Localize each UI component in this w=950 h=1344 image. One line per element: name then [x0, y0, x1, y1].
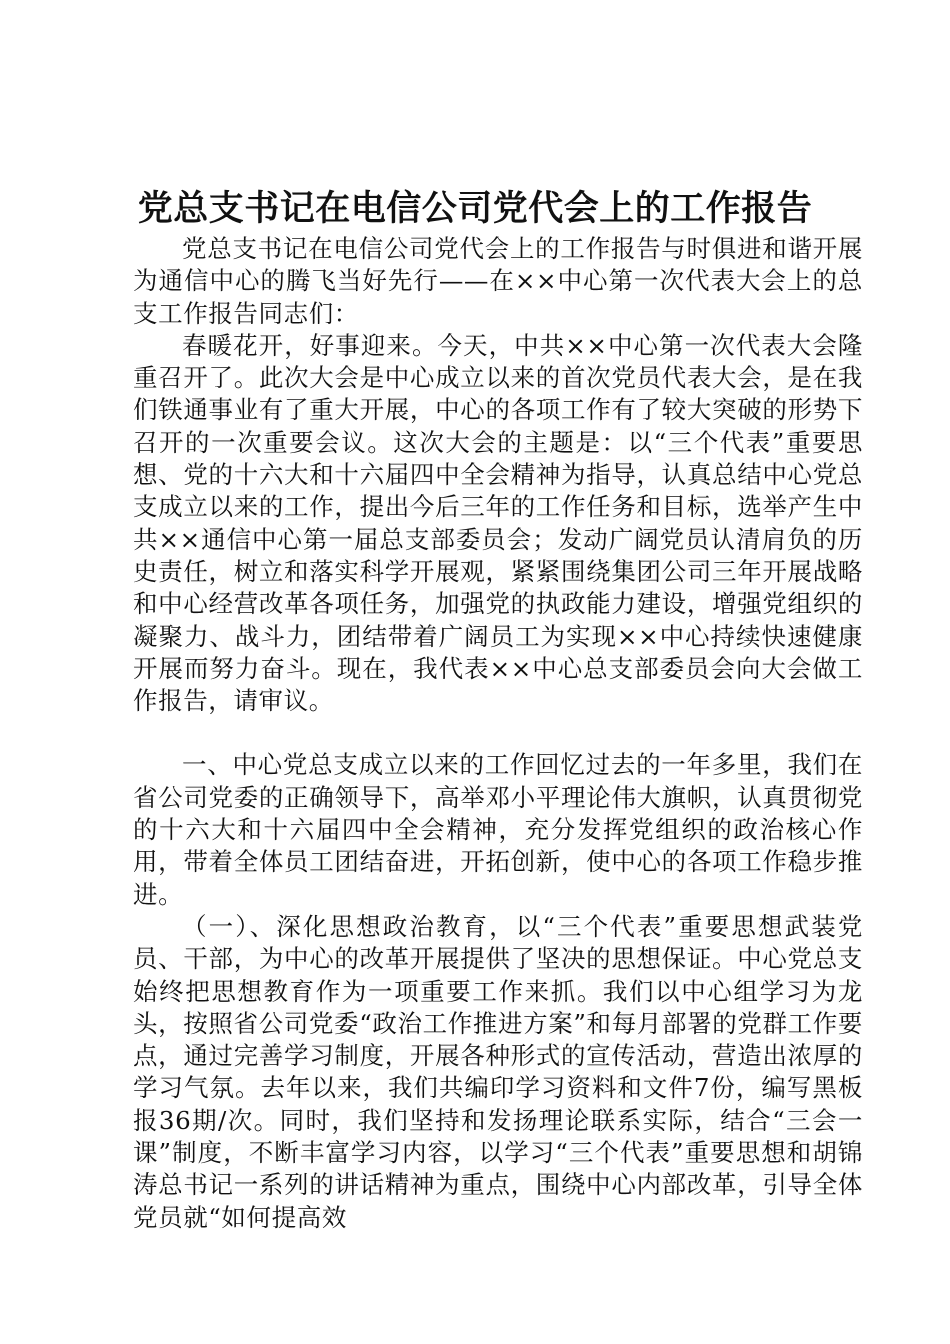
document-title: 党总支书记在电信公司党代会上的工作报告: [137, 189, 813, 229]
paragraph-intro: 党总支书记在电信公司党代会上的工作报告与时俱进和谐开展为通信中心的腾飞当好先行——在××中心第一次代表大会上的总支工作报告同志们：: [133, 234, 863, 328]
document-body: [133, 233, 863, 1234]
paragraph-subsection-one: （一）、深化思想政治教育，以“三个代表”重要思想武装党员、干部，为中心的改革开展提供了坚决的思想保证。中心党总支始终把思想教育作为一项重要工作来抓。我们以中心组学习为龙头，按照省公司党委“政治工作推进方案”和每月部署的党群工作要点，通过完善学习制度，开展各种形式的宣传活动，营造出浓厚的学习气氛。去年以来，我们共编印学习资料和文件7份，编写黑板报36期/次。同时，我们坚持和发扬理论联系实际，结合“三会一课”制度，不断丰富学习内容，以学习“三个代表”重要思想和胡锦涛总书记一系列的讲话精神为重点，围绕中心内部改革，引导全体党员就“如何提高效: [133, 911, 863, 1232]
paragraph-section-one: 一、中心党总支成立以来的工作回忆过去的一年多里，我们在省公司党委的正确领导下，高举邓小平理论伟大旗帜，认真贯彻党的十六大和十六届四中全会精神，充分发挥党组织的政治核心作用，带着全体员工团结奋进，开拓创新，使中心的各项工作稳步推进。: [133, 750, 863, 909]
paragraph-opening: 春暖花开，好事迎来。今天，中共××中心第一次代表大会隆重召开了。此次大会是中心成立以来的首次党员代表大会，是在我们铁通事业有了重大开展，中心的各项工作有了较大突破的形势下召开的一次重要会议。这次大会的主题是：以“三个代表”重要思想、党的十六大和十六届四中全会精神为指导，认真总结中心党总支成立以来的工作，提出今后三年的工作任务和目标，选举产生中共××通信中心第一届总支部委员会；发动广阔党员认清肩负的历史责任，树立和落实科学开展观，紧紧围绕集团公司三年开展战略和中心经营改革各项任务，加强党的执政能力建设，增强党组织的凝聚力、战斗力，团结带着广阔员工为实现××中心持续快速健康开展而努力奋斗。现在，我代表××中心总支部委员会向大会做工作报告，请审议。: [133, 330, 863, 716]
